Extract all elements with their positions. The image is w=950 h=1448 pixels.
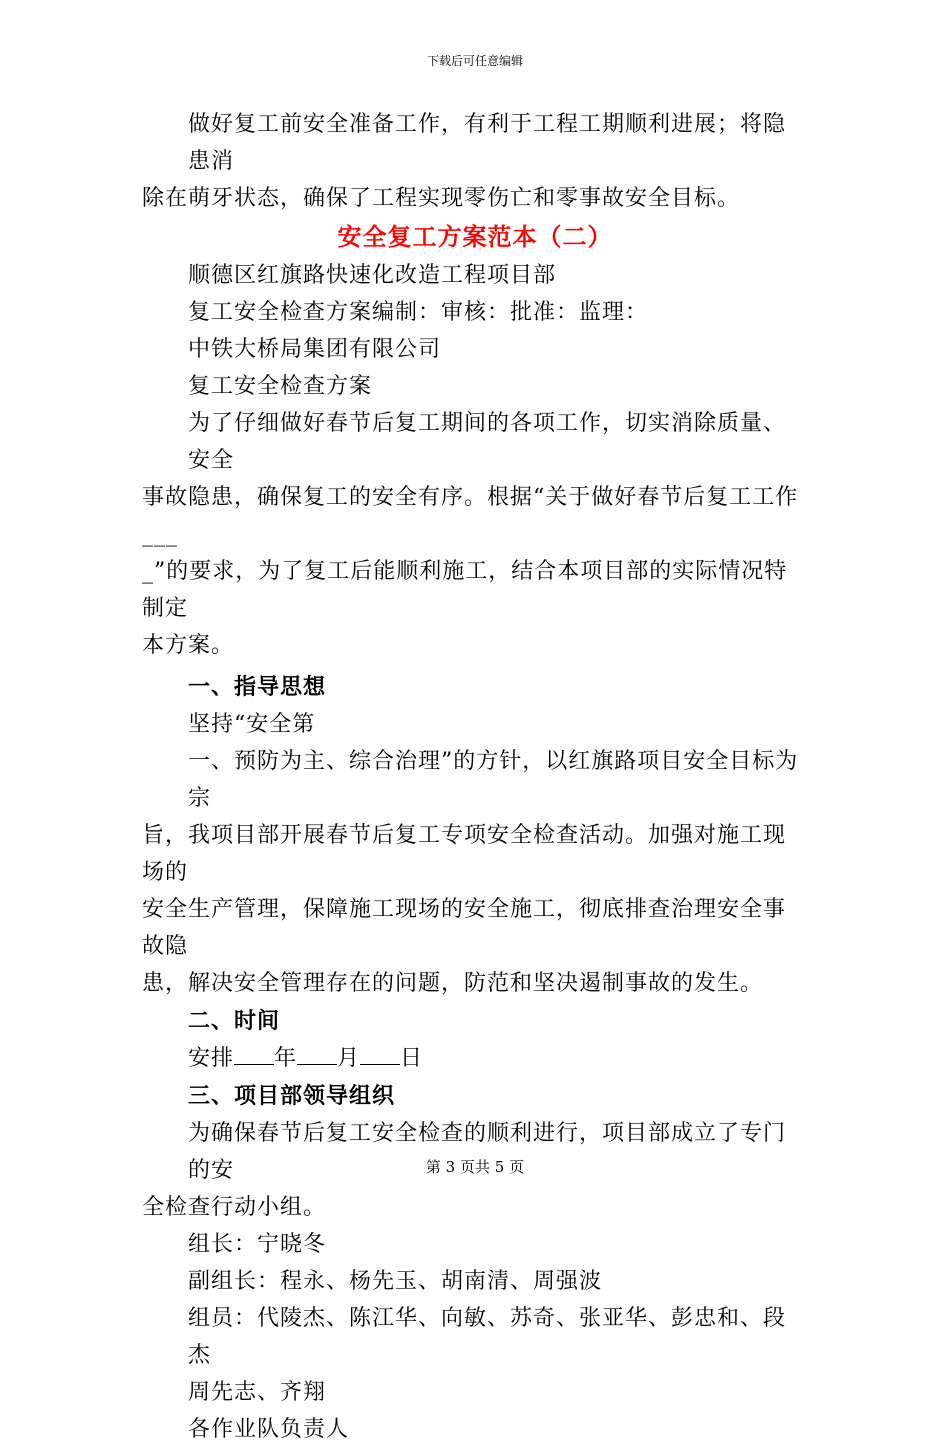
section-3-heading: 三、项目部领导组织 bbox=[188, 1083, 396, 1109]
signoff-line: 复工安全检查方案编制：审核：批准：监理： bbox=[188, 300, 649, 325]
schedule-label: 安排 bbox=[188, 1046, 235, 1071]
team-leader: 组长：宁晓冬 bbox=[188, 1232, 327, 1257]
page-header: 下载后可任意编辑 bbox=[426, 54, 523, 68]
month-blank bbox=[297, 1044, 337, 1065]
year-blank bbox=[234, 1044, 274, 1065]
intro-line-2: 除在萌牙状态，确保了工程实现零伤亡和零事故安全目标。 bbox=[142, 186, 741, 211]
section-1-line-4: 患，解决安全管理存在的问题，防范和坚决遏制事故的发生。 bbox=[142, 971, 764, 996]
section-3-line-2: 全检查行动小组。 bbox=[142, 1195, 327, 1220]
team-members-1: 组员：代陵杰、陈江华、向敏、苏奇、张亚华、彭忠和、段杰 bbox=[188, 1306, 787, 1368]
team-deputies: 副组长：程永、杨先玉、胡南清、周强波 bbox=[188, 1269, 603, 1294]
section-3-line-1: 为确保春节后复工安全检查的顺利进行，项目部成立了专门的安 bbox=[188, 1121, 787, 1183]
purpose-line-3: _”的要求，为了复工后能顺利施工，结合本项目部的实际情况特制定 bbox=[142, 559, 788, 621]
month-label: 月 bbox=[337, 1046, 361, 1071]
year-label: 年 bbox=[274, 1046, 298, 1071]
section-1-line-0: 坚持“安全第 bbox=[188, 712, 316, 737]
intro-line-1: 做好复工前安全准备工作，有利于工程工期顺利进展；将隐患消 bbox=[188, 112, 787, 174]
document-title: 安全复工方案范本（二） bbox=[337, 222, 613, 251]
purpose-line-2: 事故隐患，确保复工的安全有序。根据“关于做好春节后复工工作___ bbox=[142, 485, 799, 547]
section-1-line-1: 一、预防为主、综合治理”的方针，以红旗路项目安全目标为宗 bbox=[188, 749, 799, 811]
day-blank bbox=[360, 1044, 400, 1065]
team-work-units: 各作业队负责人 bbox=[188, 1417, 350, 1442]
schedule-line bbox=[142, 1040, 808, 1077]
section-1-line-2: 旨，我项目部开展春节后复工专项安全检查活动。加强对施工现场的 bbox=[142, 823, 787, 885]
section-1-heading: 一、指导思想 bbox=[188, 674, 327, 700]
section-1-line-3: 安全生产管理，保障施工现场的安全施工，彻底排查治理安全事故隐 bbox=[142, 897, 787, 959]
page-footer: 第 3 页共 5 页 bbox=[425, 1158, 525, 1176]
section-2-heading: 二、时间 bbox=[188, 1008, 281, 1034]
purpose-line-1: 为了仔细做好春节后复工期间的各项工作，切实消除质量、安全 bbox=[188, 411, 787, 473]
purpose-line-4: 本方案。 bbox=[142, 633, 235, 658]
project-name: 顺德区红旗路快速化改造工程项目部 bbox=[188, 263, 557, 288]
plan-title: 复工安全检查方案 bbox=[188, 374, 373, 399]
company-name: 中铁大桥局集团有限公司 bbox=[188, 337, 442, 362]
team-members-2: 周先志、齐翔 bbox=[188, 1380, 327, 1405]
document-body bbox=[142, 106, 808, 1448]
day-label: 日 bbox=[400, 1046, 424, 1071]
